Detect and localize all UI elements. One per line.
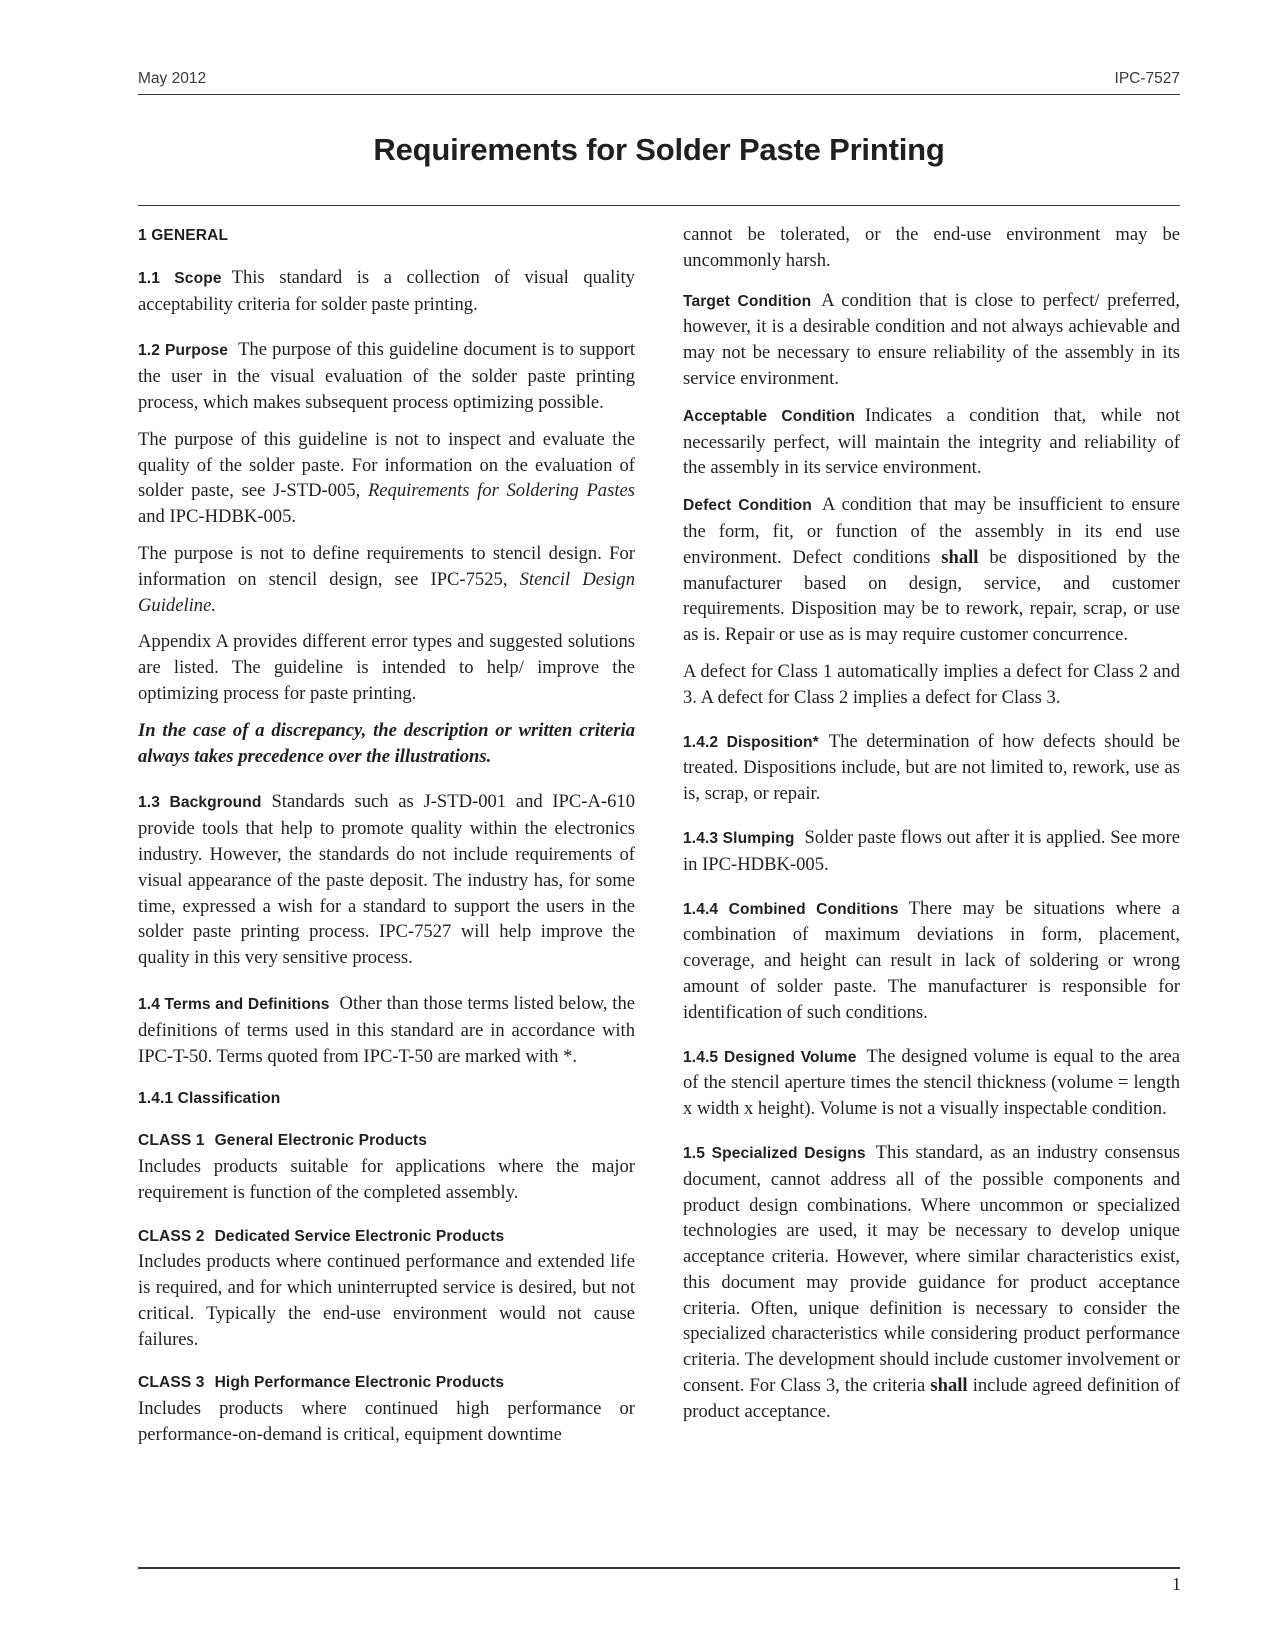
page-number: 1	[1172, 1574, 1181, 1594]
class-1-item	[138, 1128, 635, 1205]
reference-title: Stencil Design Guideline.	[138, 568, 636, 616]
shall-emphasis: shall	[941, 546, 979, 568]
purpose-paragraph-3: The purpose is not to define requirements to stencil design. For information on stencil design, see IPC-7525, Stencil Design Guideline.	[138, 542, 636, 616]
acceptable-condition-paragraph: Acceptable Condition Indicates a condition that, while not necessarily perfect, will maintain the integrity and reliability of the assembly in its service environment.	[683, 404, 1180, 479]
disposition-heading: 1.4.2 Disposition*	[683, 733, 819, 751]
terms-text: Other than those terms listed below, the definitions of terms used in this standard are in accordance with IPC-T-50. Terms quoted from IPC-T-50 are marked with *.	[138, 992, 635, 1067]
class-1-text: Includes products suitable for applications where the major requirement is function of the completed assembly.	[138, 1155, 635, 1203]
scope-text: This standard is a collection of visual quality acceptability criteria for solder paste printing.	[138, 266, 635, 315]
combined-conditions-paragraph: 1.4.4 Combined Conditions There may be situations where a combination of maximum deviations in form, placement, coverage, and height can result in lack of soldering or wrong amount of solder paste. The manufacturer is responsible for identification of such conditions.	[683, 897, 1180, 1023]
acceptable-condition-heading: Acceptable Condition	[683, 407, 855, 425]
class-3-continued: cannot be tolerated, or the end-use environment may be uncommonly harsh.	[683, 224, 1180, 271]
designed-volume-heading: 1.4.5 Designed Volume	[683, 1048, 857, 1066]
reference-title: Requirements for Soldering Pastes	[367, 480, 635, 502]
class-3-item	[138, 1370, 635, 1447]
precedence-note: In the case of a discrepancy, the description or written criteria always takes precedence over the illustrations.	[138, 719, 635, 767]
header-date: May 2012	[138, 70, 207, 87]
header-doc-id: IPC-7527	[1114, 70, 1180, 87]
left-column	[138, 222, 635, 1459]
defect-condition-paragraph: Defect Condition A condition that may be insufficient to ensure the form, fit, or function of the assembly in its end use environment. Defect conditions shall be dispositioned by the manufacturer based on design, service, and customer requirements. Disposition may be to rework, repair, scrap, or use as is. Repair or use as is may require customer concurrence.	[683, 494, 1181, 646]
class-2-item	[138, 1224, 635, 1353]
title-rule	[138, 205, 1180, 206]
right-column	[683, 222, 1180, 1436]
designed-volume-paragraph: 1.4.5 Designed Volume The designed volume is equal to the area of the stencil aperture times the stencil thickness (volume = length x width x height). Volume is not a visually inspectable condition.	[683, 1045, 1180, 1120]
page-title: Requirements for Solder Paste Printing	[373, 132, 945, 167]
slumping-paragraph: 1.4.3 Slumping Solder paste flows out after it is applied. See more in IPC-HDBK-005.	[683, 826, 1180, 875]
background-paragraph	[138, 789, 635, 971]
specialized-designs-heading: 1.5 Specialized Designs	[683, 1144, 866, 1162]
class-1-heading: CLASS 1 General Electronic Products	[138, 1132, 427, 1150]
section-1-heading: 1 GENERAL	[138, 227, 229, 244]
target-condition-paragraph: Target Condition A condition that is close to perfect/ preferred, however, it is a desirable condition and not always achievable and may not be necessary to ensure reliability of the assembly in its service environment.	[683, 289, 1180, 389]
terms-heading: 1.4 Terms and Definitions	[138, 995, 330, 1013]
combined-conditions-heading: 1.4.4 Combined Conditions	[683, 900, 899, 918]
disposition-paragraph: 1.4.2 Disposition* The determination of how defects should be treated. Dispositions include, but are not limited to, rework, use as is, scrap, or repair.	[683, 730, 1180, 805]
purpose-text: The purpose of this guideline document is to support the user in the visual evaluation of the solder paste printing process, which makes subsequent process optimizing possible.	[138, 339, 635, 413]
scope-paragraph	[138, 265, 635, 318]
specialized-designs-paragraph: 1.5 Specialized Designs This standard, as an industry consensus document, cannot address all of the possible components and product design combinations. Where uncommon or specialized technologies are used, it may be necessary to develop unique acceptance criteria. However, where similar characteristics exist, this document may provide guidance for product acceptance criteria. Often, unique definition is necessary to consider the specialized characteristics while considering product performance criteria. The development should include customer involvement or consent. For Class 3, the criteria shall include agreed definition of product acceptance.	[683, 1141, 1181, 1422]
scope-heading: 1.1 Scope	[138, 269, 222, 287]
defect-class-note: A defect for Class 1 automatically implies a defect for Class 2 and 3. A defect for Class 2 implies a defect for Class 3.	[683, 660, 1180, 708]
running-header	[138, 64, 1180, 88]
background-text: Standards such as J-STD-001 and IPC-A-610 provide tools that help to promote quality within the electronics industry. However, the standards do not include requirements of visual appearance of the paste deposit. The industry has, for some time, expressed a wish for a standard to support the users in the solder paste printing process. IPC-7527 will help improve the quality in this very sensitive process.	[138, 791, 636, 969]
class-2-heading: CLASS 2 Dedicated Service Electronic Products	[138, 1227, 505, 1245]
terms-paragraph	[138, 991, 635, 1069]
purpose-paragraph-4: Appendix A provides different error types and suggested solutions are listed. The guideline is intended to help/ improve the optimizing process for paste printing.	[138, 631, 635, 704]
header-rule	[138, 94, 1180, 95]
class-3-text: Includes products where continued high performance or performance-on-demand is critical, equipment downtime	[138, 1398, 635, 1446]
class-2-text: Includes products where continued performance and extended life is required, and for which uninterrupted service is desired, but not critical. Typically the end-use environment would not cause failures.	[138, 1251, 635, 1350]
slumping-heading: 1.4.3 Slumping	[683, 829, 795, 847]
target-condition-heading: Target Condition	[683, 292, 812, 310]
purpose-paragraph-2: The purpose of this guideline is not to inspect and evaluate the quality of the solder paste. For information on the evaluation of solder paste, see J-STD-005, Requirements for Soldering Pastes and IPC-HDBK-005.	[138, 428, 635, 528]
background-heading: 1.3 Background	[138, 794, 262, 812]
footer-rule	[138, 1567, 1180, 1569]
class-3-heading: CLASS 3 High Performance Electronic Products	[138, 1374, 505, 1392]
classification-heading: 1.4.1 Classification	[138, 1090, 281, 1108]
defect-condition-heading: Defect Condition	[683, 497, 812, 515]
shall-emphasis: shall	[930, 1375, 968, 1397]
purpose-paragraph	[138, 337, 635, 415]
purpose-heading: 1.2 Purpose	[138, 342, 229, 360]
